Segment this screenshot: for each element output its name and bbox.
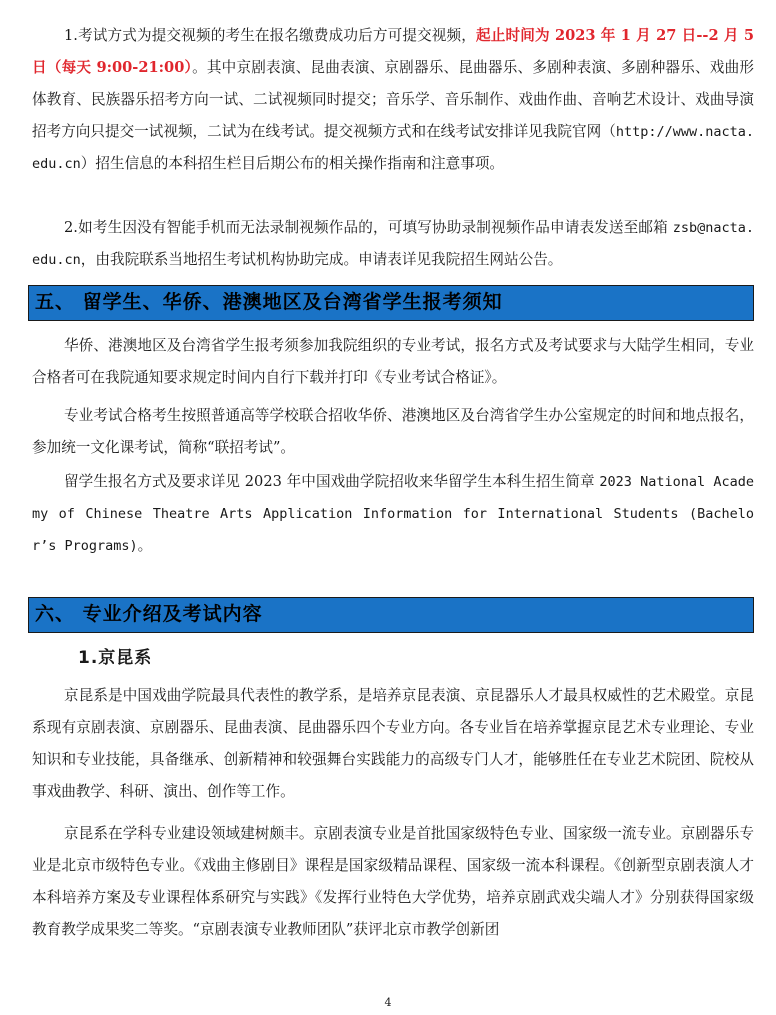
exam-method-end: ）招生信息的本科招生栏目后期公布的相关操作指南和注意事项。 <box>80 155 505 172</box>
section-5-para-1: 华侨、港澳地区及台湾省学生报考须参加我院组织的专业考试，报名方式及考试要求与大陆学生相同，专业合格者可在我院通知要求规定时间内自行下载并打印《专业考试合格证》。 <box>32 337 754 386</box>
video-assist-end: ，由我院联系当地招生考试机构协助完成。申请表详见我院招生网站公告。 <box>80 251 563 268</box>
website-link[interactable]: http://www.nacta.edu.cn <box>32 124 754 172</box>
department-achievements-paragraph: 京昆系在学科专业建设领域建树颇丰。京剧表演专业是首批国家级特色专业、国家级一流专业。京剧器乐专业是北京市级特色专业。《戏曲主修剧目》课程是国家级精品课程、国家级一流本科课程。《创新型京剧表演人才本科培养方案及专业课程体系研究与实践》《发挥行业特色大学优势，培养京剧武戏尖端人才》分别获得国家级教育教学成果奖二等奖。“京剧表演专业教师团队”获评北京市教学创新团 <box>32 825 754 938</box>
intl-students-text: 留学生报名方式及要求详见 2023 年中国戏曲学院招收来华留学生本科生招生简章 <box>64 473 600 490</box>
intl-students-english-title: 2023 National Academy of Chinese Theatre Arts Application Information for International Students (Bachelor’s Programs) <box>32 474 755 554</box>
section-5-heading: 五、 留学生、华侨、港澳地区及台湾省学生报考须知 <box>28 285 754 321</box>
exam-method-paragraph <box>32 20 754 180</box>
intl-students-end: 。 <box>137 537 153 554</box>
page-number: 4 <box>384 996 392 1009</box>
department-subheading: 1.京昆系 <box>78 648 153 668</box>
submission-deadline: 起止时间为 2023 年 1 月 27 日--2 月 5 日（每天 9:00-21:00） <box>32 27 754 76</box>
video-assist-text: 2.如考生因没有智能手机而无法录制视频作品的，可填写协助录制视频作品申请表发送至邮箱 <box>64 219 673 236</box>
section-5-para-3 <box>32 466 754 562</box>
exam-method-details: 。其中京剧表演、昆曲表演、京剧器乐、昆曲器乐、多剧种表演、多剧种器乐、戏曲形体教育、民族器乐招考方向一试、二试视频同时提交；音乐学、音乐制作、戏曲作曲、音响艺术设计、戏曲导演招考方向只提交一试视频，二试为在线考试。提交视频方式和在线考试安排详见我院官网（ <box>32 59 754 140</box>
department-intro-paragraph: 京昆系是中国戏曲学院最具代表性的教学系，是培养京昆表演、京昆器乐人才最具权威性的艺术殿堂。京昆系现有京剧表演、京剧器乐、昆曲表演、昆曲器乐四个专业方向。各专业旨在培养掌握京昆艺术专业理论、专业知识和专业技能，具备继承、创新精神和较强舞台实践能力的高级专门人才，能够胜任在专业艺术院团、院校从事戏曲教学、科研、演出、创作等工作。 <box>32 687 754 800</box>
exam-method-text: 1.考试方式为提交视频的考生在报名缴费成功后方可提交视频， <box>64 27 477 44</box>
video-assist-paragraph <box>32 212 754 276</box>
email-link[interactable]: zsb@nacta.edu.cn <box>32 220 754 268</box>
section-6-heading: 六、 专业介绍及考试内容 <box>28 597 754 633</box>
section-5-para-2: 专业考试合格考生按照普通高等学校联合招收华侨、港澳地区及台湾省学生办公室规定的时间和地点报名，参加统一文化课考试，简称“联招考试”。 <box>32 407 754 456</box>
